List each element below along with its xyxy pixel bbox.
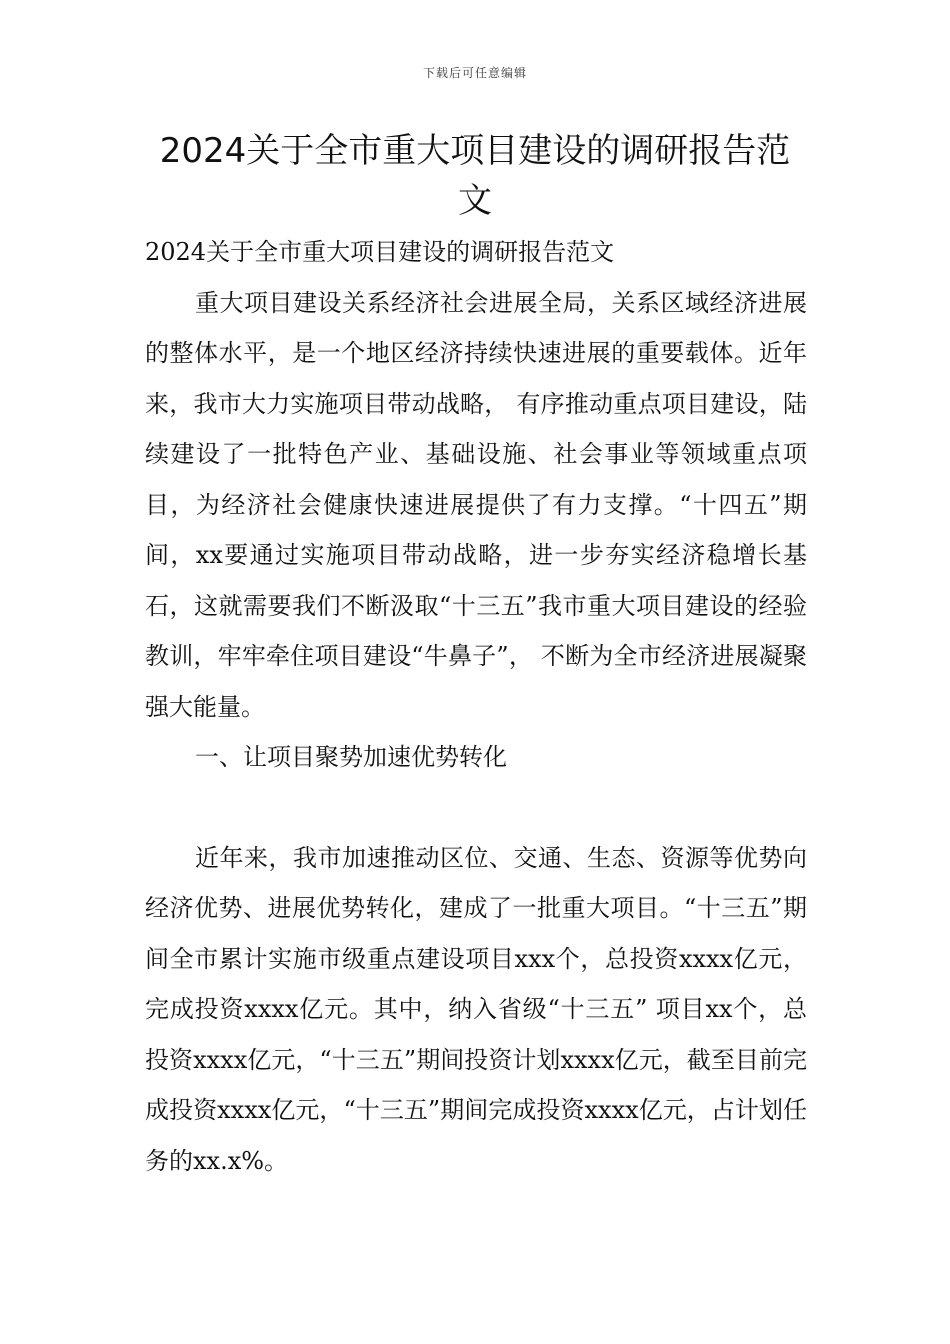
document-title: 2024关于全市重大项目建设的调研报告范文 (159, 131, 791, 221)
subtitle-line: 2024关于全市重大项目建设的调研报告范文 (145, 238, 615, 266)
section-heading-1: 一、让项目聚势加速优势转化 (195, 743, 507, 771)
paragraph-intro: 重大项目建设关系经济社会进展全局，关系区域经济进展的整体水平，是一个地区经济持续快速进展的重要载体。近年来，我市大力实施项目带动战略， 有序推动重点项目建设，陆续建设了一批特色产业、基础设施、社会事业等领域重点项目，为经济社会健康快速进展提供了有力支撑。“十四五”期间，xx要通过实施项目带动战略，进一步夯实经济稳增长基石，这就需要我们不断汲取“十三五”我市重大项目建设的经验教训，牢牢牵住项目建设“牛鼻子”， 不断为全市经济进展凝聚强大能量。 (145, 288, 807, 721)
header-note: 下载后可任意编辑 (422, 66, 527, 80)
paragraph-spacer (145, 783, 807, 833)
paragraph-section-1: 近年来，我市加速推动区位、交通、生态、资源等优势向经济优势、进展优势转化，建成了一批重大项目。“十三五”期间全市累计实施市级重点建设项目xxx个，总投资xxxx亿元，完成投资xxxx亿元。其中，纳入省级“十三五” 项目xx个，总投资xxxx亿元，“十三五”期间投资计划xxxx亿元，截至目前完成投资xxxx亿元，“十三五”期间完成投资xxxx亿元，占计划任务的xx.x%。 (145, 843, 807, 1175)
document-body (145, 227, 807, 1186)
